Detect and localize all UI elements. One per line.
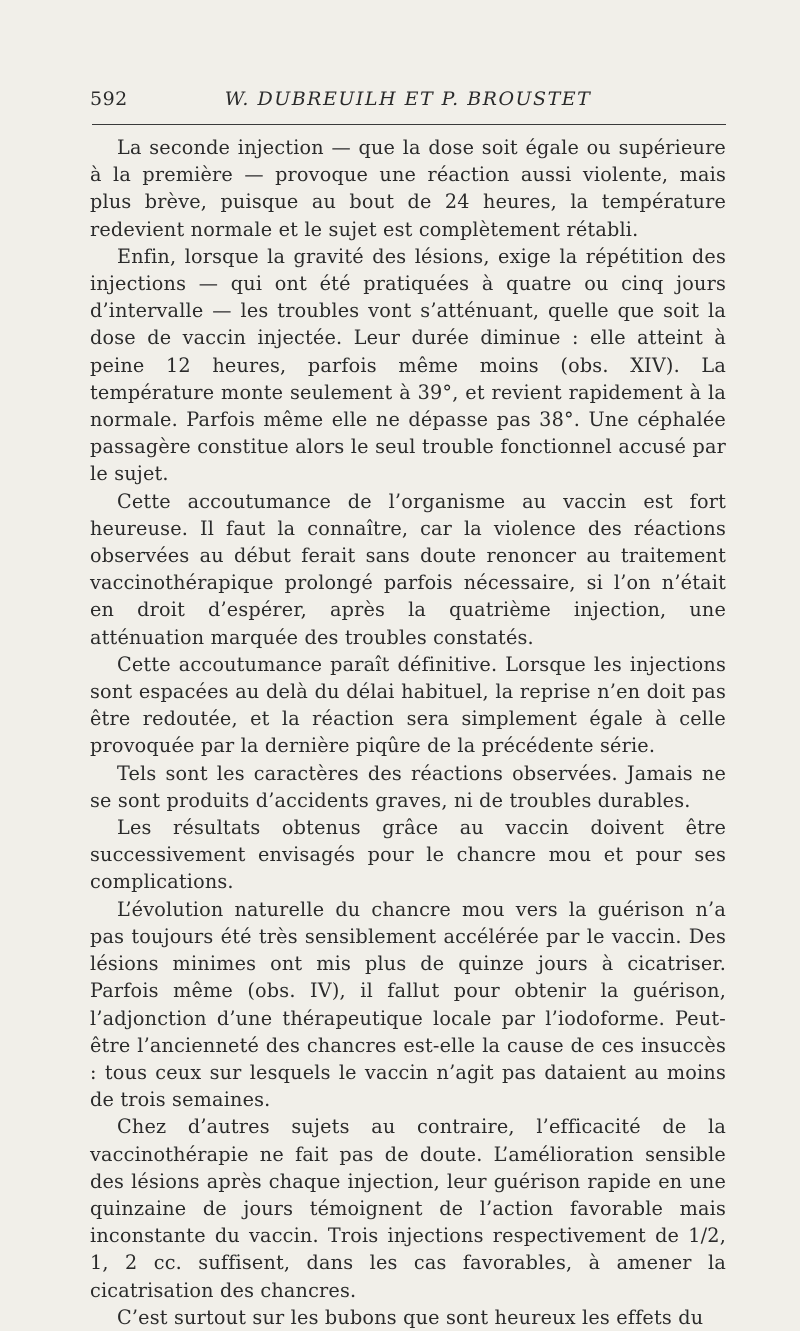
- body-text: [90, 134, 726, 1331]
- paragraph: La seconde injection — que la dose soit égale ou supérieure à la première — provoque une réaction aussi violente, mais plus brève, puisque au bout de 24 heures, la température redevient normale et le sujet est complètement rétabli.: [90, 136, 726, 241]
- running-head: [90, 88, 726, 114]
- paragraph: L’évolution naturelle du chancre mou vers la guérison n’a pas toujours été très sensiblement accélérée par le vaccin. Des lésions minimes ont mis plus de quinze jours à cicatriser. Parfois même (obs. IV), il fallut pour obtenir la guérison, l’adjonction d’une thérapeutique locale par l’iodoforme. Peut-être l’ancienneté des chancres est-elle la cause de ces insuccès : tous ceux sur lesquels le vaccin n’agit pas dataient au moins de trois semaines.: [90, 897, 726, 1112]
- paragraph: Cette accoutumance paraît définitive. Lorsque les injections sont espacées au delà du délai habituel, la reprise n’en doit pas être redoutée, et la réaction sera simplement égale à celle provoquée par la dernière piqûre de la précédente série.: [90, 652, 726, 758]
- paragraph: Enfin, lorsque la gravité des lésions, exige la répétition des injections — qui ont été pratiquées à quatre ou cinq jours d’intervalle — les troubles vont s’atténuant, quelle que soit la dose de vaccin injectée. Leur durée diminue : elle atteint à peine 12 heures, parfois même moins (obs. XIV). La température monte seulement à 39°, et revient rapidement à la normale. Parfois même elle ne dépasse pas 38°. Une céphalée passagère constitue alors le seul trouble fonctionnel accusé par le sujet.: [90, 244, 726, 486]
- header-rule: [92, 124, 726, 125]
- paragraph: Chez d’autres sujets au contraire, l’efficacité de la vaccinothérapie ne fait pas de doute. L’amélioration sensible des lésions après chaque injection, leur guérison rapide en une quinzaine de jours témoignent de l’action favorable mais inconstante du vaccin. Trois injections respectivement de 1/2, 1, 2 cc. suffisent, dans les cas favorables, à amener la cicatrisation des chancres.: [90, 1115, 726, 1302]
- running-title: W. DUBREUILH ET P. BROUSTET: [224, 88, 592, 110]
- paragraph: Cette accoutumance de l’organisme au vaccin est fort heureuse. Il faut la connaître, car la violence des réactions observées au début ferait sans doute renoncer au traitement vaccinothérapique prolongé parfois nécessaire, si l’on n’était en droit d’espérer, après la quatrième injection, une atténuation marquée des troubles constatés.: [90, 489, 726, 649]
- paragraph: C’est surtout sur les bubons que sont heureux les effets du: [117, 1305, 704, 1329]
- page-number: 592: [90, 88, 128, 110]
- paragraph: Tels sont les caractères des réactions observées. Jamais ne se sont produits d’accidents graves, ni de troubles durables.: [90, 761, 726, 812]
- paragraph: Les résultats obtenus grâce au vaccin doivent être successivement envisagés pour le chancre mou et pour ses complications.: [90, 816, 726, 894]
